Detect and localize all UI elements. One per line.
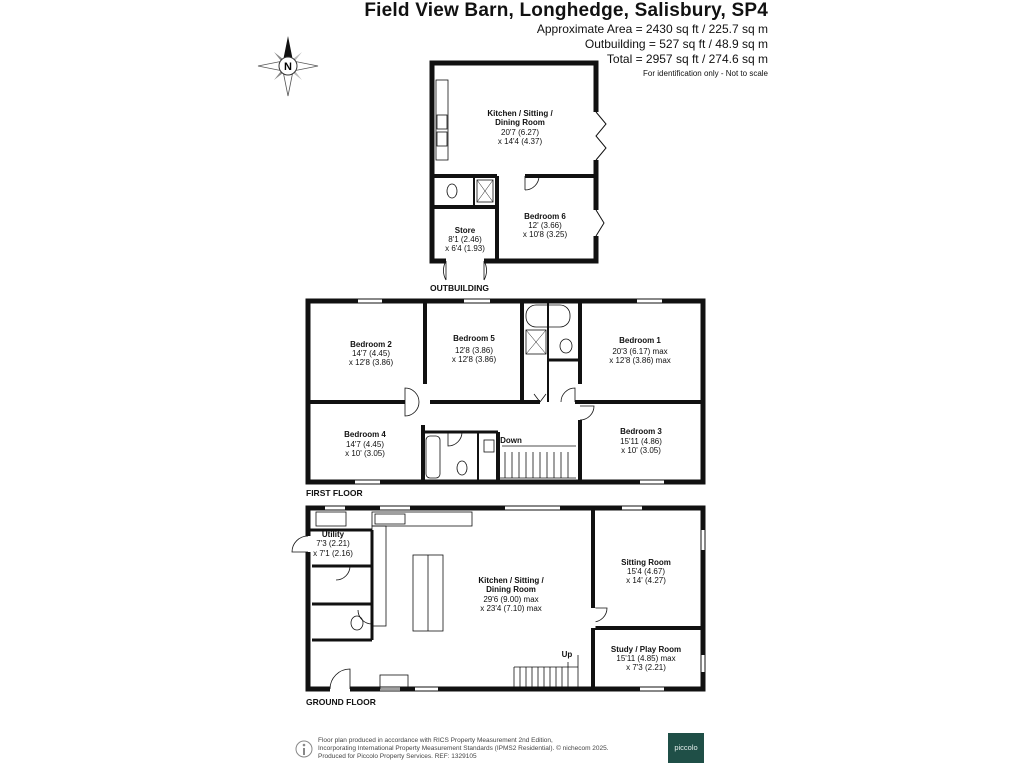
ob-kitchen-dim-2: x 14'4 (4.37) bbox=[497, 137, 543, 146]
ob-bed6-dim-1: 12' (3.66) bbox=[528, 221, 562, 230]
outbuilding-label: OUTBUILDING bbox=[430, 283, 490, 293]
bed2-dim-1: 14'7 (4.45) bbox=[352, 349, 390, 358]
bed4-dim-1: 14'7 (4.45) bbox=[346, 440, 384, 449]
ob-bed6-dim-2: x 10'8 (3.25) bbox=[522, 230, 568, 239]
ob-bed6-label: Bedroom 6 bbox=[524, 212, 566, 221]
study-dim-1: 15'11 (4.85) max bbox=[616, 654, 676, 663]
bed5-dim-1: 12'8 (3.86) bbox=[455, 346, 493, 355]
bed3-dim-1: 15'11 (4.86) bbox=[620, 437, 662, 446]
footer-line-3: Produced for Piccolo Property Services. REF: 1329105 bbox=[318, 753, 477, 760]
stairs-down-label: Down bbox=[500, 436, 522, 445]
total-area: Total = 2957 sq ft / 274.6 sq m bbox=[606, 52, 768, 66]
footer-line-1: Floor plan produced in accordance with RICS Property Measurement 2nd Edition, bbox=[318, 737, 553, 744]
footer-line-2: Incorporating International Property Measurement Standards (IPMS2 Residential). © nichecom 2025. bbox=[318, 745, 609, 752]
scale-note: For identification only - Not to scale bbox=[643, 69, 768, 78]
bed4-label: Bedroom 4 bbox=[344, 430, 386, 439]
bed3-label: Bedroom 3 bbox=[620, 427, 662, 436]
piccolo-logo: piccolo bbox=[668, 733, 704, 763]
stairs-up-label: Up bbox=[561, 650, 573, 659]
study-label: Study / Play Room bbox=[610, 645, 682, 654]
footer-disclaimer bbox=[318, 737, 638, 761]
sitting-label: Sitting Room bbox=[621, 558, 671, 567]
bed4-dim-2: x 10' (3.05) bbox=[345, 449, 385, 458]
compass-letter: N bbox=[284, 61, 292, 73]
compass-icon bbox=[258, 36, 318, 96]
bed1-dim-1: 20'3 (6.17) max bbox=[612, 347, 668, 356]
gf-kitchen-label: Kitchen / Sitting / bbox=[478, 576, 544, 585]
ob-store-dim-1: 8'1 (2.46) bbox=[448, 235, 482, 244]
study-dim-2: x 7'3 (2.21) bbox=[626, 663, 666, 672]
property-title: Field View Barn, Longhedge, Salisbury, SP4 bbox=[364, 0, 768, 21]
bed2-dim-2: x 12'8 (3.86) bbox=[348, 358, 394, 367]
utility-label: Utility bbox=[321, 530, 345, 539]
sitting-dim-2: x 14' (4.27) bbox=[626, 576, 666, 585]
bed1-dim-2: x 12'8 (3.86) max bbox=[609, 356, 671, 365]
bed5-label: Bedroom 5 bbox=[453, 334, 495, 343]
approximate-area: Approximate Area = 2430 sq ft / 225.7 sq m bbox=[536, 22, 768, 36]
utility-dim-2: x 7'1 (2.16) bbox=[313, 549, 353, 558]
bed3-dim-2: x 10' (3.05) bbox=[621, 446, 661, 455]
ob-kitchen-label-2: Dining Room bbox=[495, 118, 545, 127]
ground-floor-label: GROUND FLOOR bbox=[306, 697, 376, 707]
bed1-label: Bedroom 1 bbox=[619, 336, 661, 345]
info-icon bbox=[295, 738, 313, 760]
first-floor-label: FIRST FLOOR bbox=[306, 488, 363, 498]
gf-kitchen-label-2: Dining Room bbox=[486, 585, 536, 594]
ob-store-label: Store bbox=[454, 226, 476, 235]
gf-kitchen-dim-1: 29'6 (9.00) max bbox=[483, 595, 539, 604]
sitting-dim-1: 15'4 (4.67) bbox=[627, 567, 665, 576]
utility-dim-1: 7'3 (2.21) bbox=[316, 539, 350, 548]
bed2-label: Bedroom 2 bbox=[350, 340, 392, 349]
ob-store-dim-2: x 6'4 (1.93) bbox=[445, 244, 485, 253]
gf-kitchen-dim-2: x 23'4 (7.10) max bbox=[480, 604, 542, 613]
outbuilding-area: Outbuilding = 527 sq ft / 48.9 sq m bbox=[584, 37, 768, 51]
ob-kitchen-label: Kitchen / Sitting / bbox=[487, 109, 553, 118]
ob-kitchen-dim-1: 20'7 (6.27) bbox=[501, 128, 539, 137]
bed5-dim-2: x 12'8 (3.86) bbox=[451, 355, 497, 364]
